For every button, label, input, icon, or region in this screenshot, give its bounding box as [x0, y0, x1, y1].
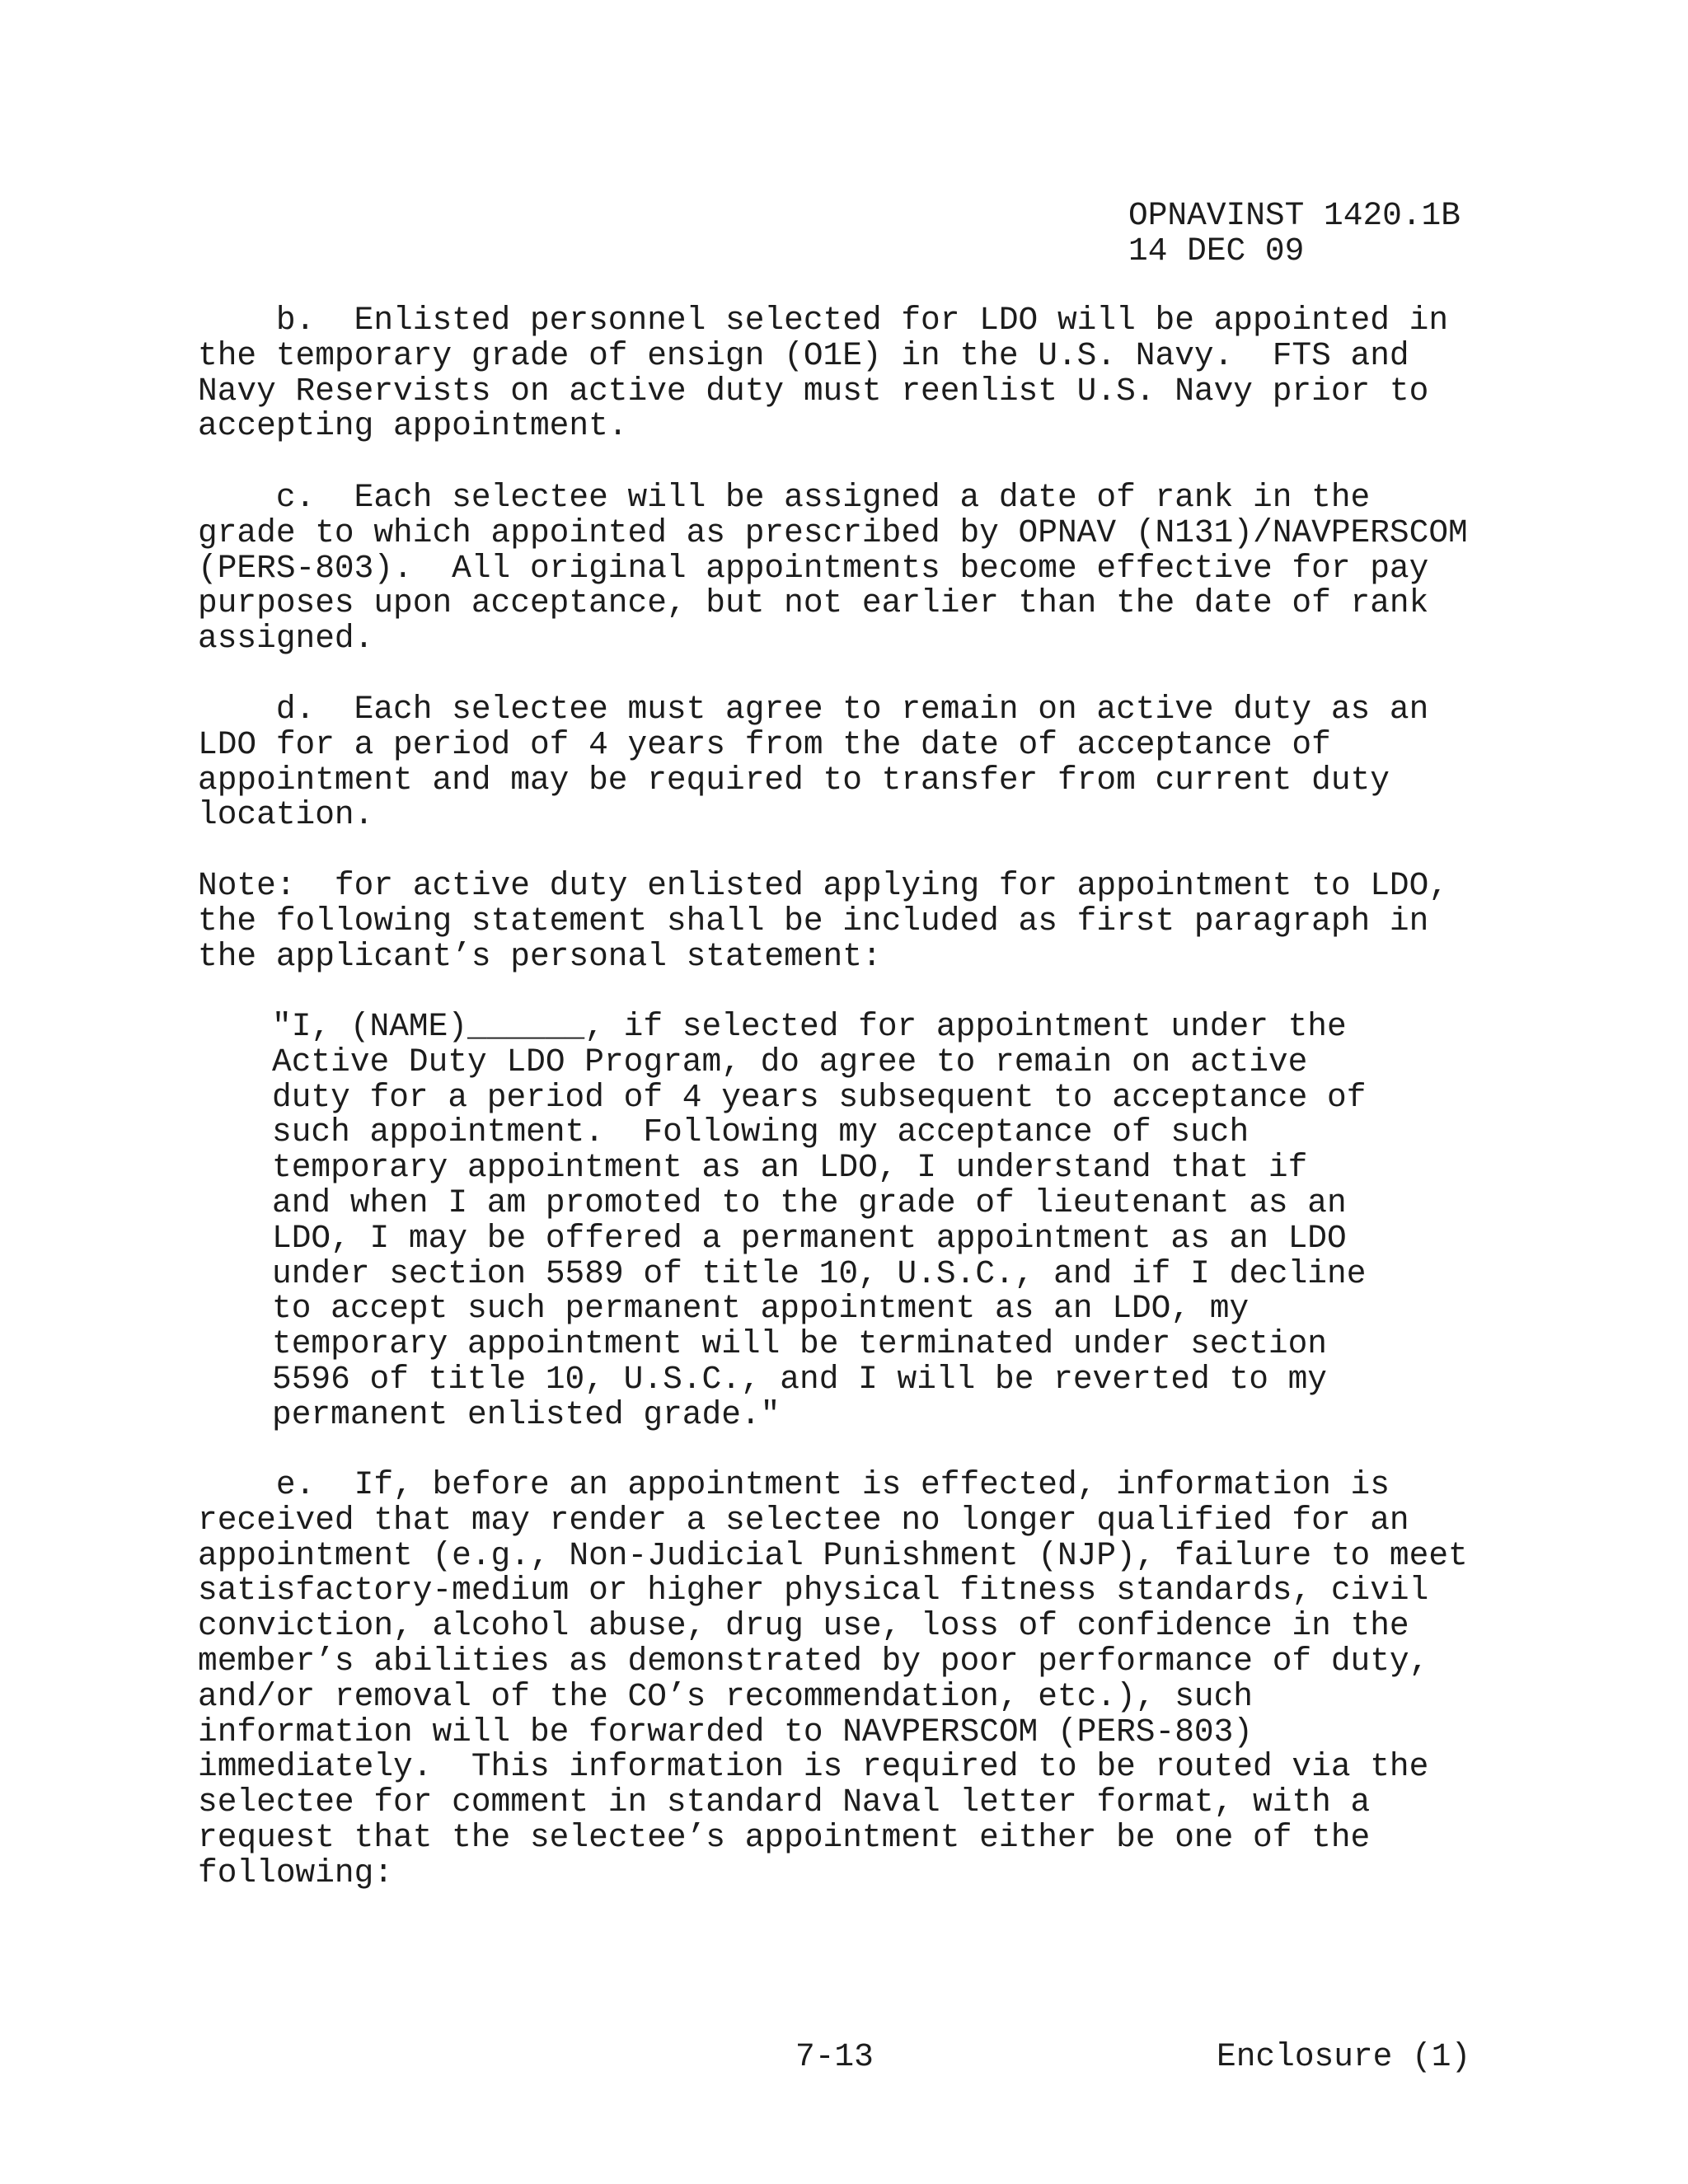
text-line: temporary appointment as an LDO, I understand that if	[272, 1149, 1308, 1187]
text-line: satisfactory-medium or higher physical fitness standards, civil	[198, 1572, 1429, 1610]
text-line: immediately. This information is required to be routed via the	[198, 1748, 1429, 1786]
text-line: purposes upon acceptance, but not earlier than the date of rank	[198, 584, 1429, 622]
text-line: such appointment. Following my acceptance of such	[272, 1113, 1250, 1151]
text-line: member’s abilities as demonstrated by poor performance of duty,	[198, 1643, 1429, 1680]
text-line: under section 5589 of title 10, U.S.C., and if I decline	[272, 1254, 1367, 1292]
text-line: location.	[198, 796, 374, 834]
text-line: following:	[198, 1854, 394, 1891]
text-line: c. Each selectee will be assigned a date of rank in the	[198, 479, 1371, 516]
text-line: b. Enlisted personnel selected for LDO will be appointed in	[198, 302, 1449, 339]
text-line: the temporary grade of ensign (O1E) in the U.S. Navy. FTS and	[198, 336, 1409, 374]
page-number: 7-13	[795, 2038, 874, 2075]
document-date: 14 DEC 09	[1128, 232, 1305, 269]
text-line: appointment and may be required to transfer from current duty	[198, 761, 1390, 799]
text-line: 5596 of title 10, U.S.C., and I will be reverted to my	[272, 1361, 1328, 1398]
text-line: conviction, alcohol abuse, drug use, loss of confidence in the	[198, 1607, 1409, 1645]
text-line: duty for a period of 4 years subsequent to acceptance of	[272, 1078, 1367, 1116]
text-line: request that the selectee’s appointment either be one of the	[198, 1819, 1371, 1856]
text-line: "I, (NAME)______, if selected for appointment under the	[272, 1008, 1347, 1045]
text-line: the applicant’s personal statement:	[198, 937, 882, 975]
text-line: assigned.	[198, 620, 374, 658]
text-line: and/or removal of the CO’s recommendation, etc.), such	[198, 1677, 1254, 1715]
document-id: OPNAVINST 1420.1B	[1128, 197, 1461, 234]
text-line: selectee for comment in standard Naval letter format, with a	[198, 1783, 1371, 1821]
text-line: LDO for a period of 4 years from the date of acceptance of	[198, 725, 1331, 763]
text-line: to accept such permanent appointment as an LDO, my	[272, 1290, 1250, 1328]
text-line: e. If, before an appointment is effected, information is	[198, 1466, 1390, 1503]
text-line: (PERS-803). All original appointments become effective for pay	[198, 549, 1429, 587]
text-line: accepting appointment.	[198, 407, 628, 445]
text-line: LDO, I may be offered a permanent appointment as an LDO	[272, 1219, 1347, 1257]
text-line: received that may render a selectee no longer qualified for an	[198, 1501, 1409, 1539]
text-line: Note: for active duty enlisted applying for appointment to LDO,	[198, 867, 1449, 904]
text-line: grade to which appointed as prescribed by OPNAV (N131)/NAVPERSCOM	[198, 513, 1468, 551]
text-line: appointment (e.g., Non-Judicial Punishment (NJP), failure to meet	[198, 1536, 1468, 1574]
text-line: the following statement shall be included as first paragraph in	[198, 902, 1429, 940]
text-line: temporary appointment will be terminated under section	[272, 1325, 1328, 1363]
text-line: information will be forwarded to NAVPERSCOM (PERS-803)	[198, 1713, 1254, 1750]
enclosure-label: Enclosure (1)	[1217, 2038, 1471, 2075]
text-line: Navy Reservists on active duty must reenlist U.S. Navy prior to	[198, 372, 1429, 410]
text-line: permanent enlisted grade."	[272, 1395, 781, 1433]
text-line: d. Each selectee must agree to remain on active duty as an	[198, 691, 1429, 728]
text-line: and when I am promoted to the grade of lieutenant as an	[272, 1184, 1347, 1221]
text-line: Active Duty LDO Program, do agree to remain on active	[272, 1043, 1308, 1080]
